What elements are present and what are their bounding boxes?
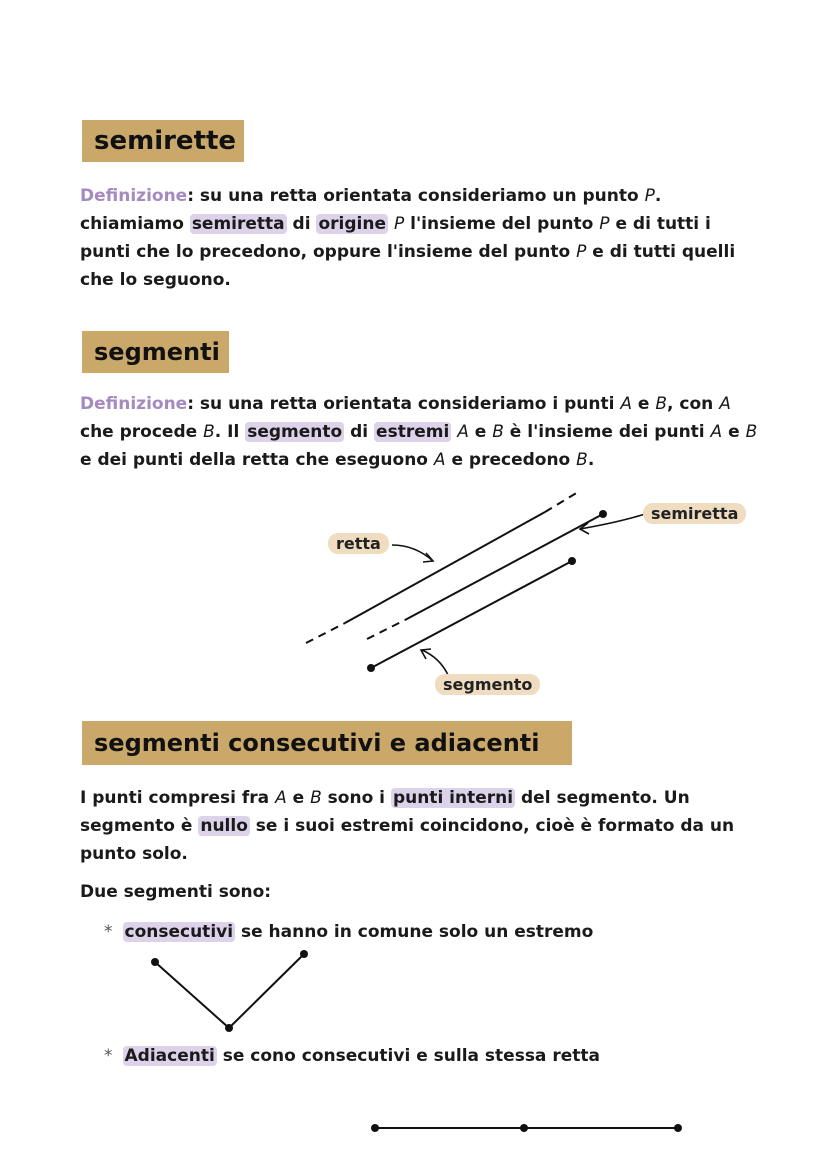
definition-label: Definizione (80, 186, 188, 206)
consecutivi-point-1 (151, 958, 159, 966)
arrow-segmento (422, 650, 448, 675)
bullet-adiacenti: * Adiacenti se cono consecutivi e sulla stessa retta (104, 1046, 600, 1066)
term-nullo: nullo (200, 816, 248, 836)
heading-consecutivi-text: segmenti consecutivi e adiacenti (94, 729, 540, 757)
term-adiacenti: Adiacenti (124, 1046, 215, 1066)
heading-segmenti-text: segmenti (94, 338, 220, 366)
bullet-asterisk-icon: * (104, 1046, 113, 1066)
semiretta-origin-point (599, 510, 607, 518)
bullet-asterisk-icon: * (104, 922, 113, 942)
adiacenti-point-shared (520, 1124, 528, 1132)
bullet-consecutivi: * consecutivi se hanno in comune solo un estremo (104, 922, 594, 942)
retta-dash-lower (306, 623, 345, 643)
semiretta-dash (367, 620, 405, 639)
semirette-definition: Definizione: su una retta orientata consideriamo un punto P. chiamiamo semiretta di origine P l'insieme del punto P e di tutti i punti che lo precedono, oppure l'insieme del punto P e di tutti quelli che lo seguono. (80, 186, 736, 290)
consecutivi-segment-2 (229, 954, 304, 1028)
label-retta: retta (328, 533, 389, 554)
term-semiretta: semiretta (191, 214, 285, 234)
term-consecutivi: consecutivi (124, 922, 234, 942)
definition-label: Definizione (80, 394, 188, 414)
consecutivi-intro: Due segmenti sono: (80, 882, 272, 902)
retta-line (345, 512, 545, 623)
heading-consecutivi (82, 721, 572, 765)
segmento-point-a (367, 664, 375, 672)
term-punti-interni: punti interni (392, 788, 514, 808)
label-segmento: segmento (435, 674, 540, 695)
consecutivi-point-shared (225, 1024, 233, 1032)
segmento-point-b (568, 557, 576, 565)
adiacenti-point-2 (674, 1124, 682, 1132)
label-semiretta: semiretta (643, 503, 746, 524)
consecutivi-segment-1 (155, 962, 229, 1028)
term-segmento: segmento (247, 422, 343, 442)
semiretta-line (405, 514, 603, 620)
segmento-line (371, 561, 572, 668)
consecutivi-paragraph: I punti compresi fra A e B sono i punti interni del segmento. Un segmento è nullo se i suoi estremi coincidono, cioè è formato da un punto solo. (80, 788, 735, 864)
adiacenti-point-1 (371, 1124, 379, 1132)
retta-dash-upper (545, 492, 578, 512)
term-estremi: estremi (376, 422, 450, 442)
segmenti-definition: Definizione: su una retta orientata consideriamo i punti A e B, con A che procede B. Il segmento di estremi A e B è l'insieme dei punti A e B e dei punti della retta che eseguono A e precedono B. (80, 394, 758, 470)
heading-semirette-text: semirette (94, 126, 237, 156)
term-origine: origine (318, 214, 387, 234)
consecutivi-point-2 (300, 950, 308, 958)
